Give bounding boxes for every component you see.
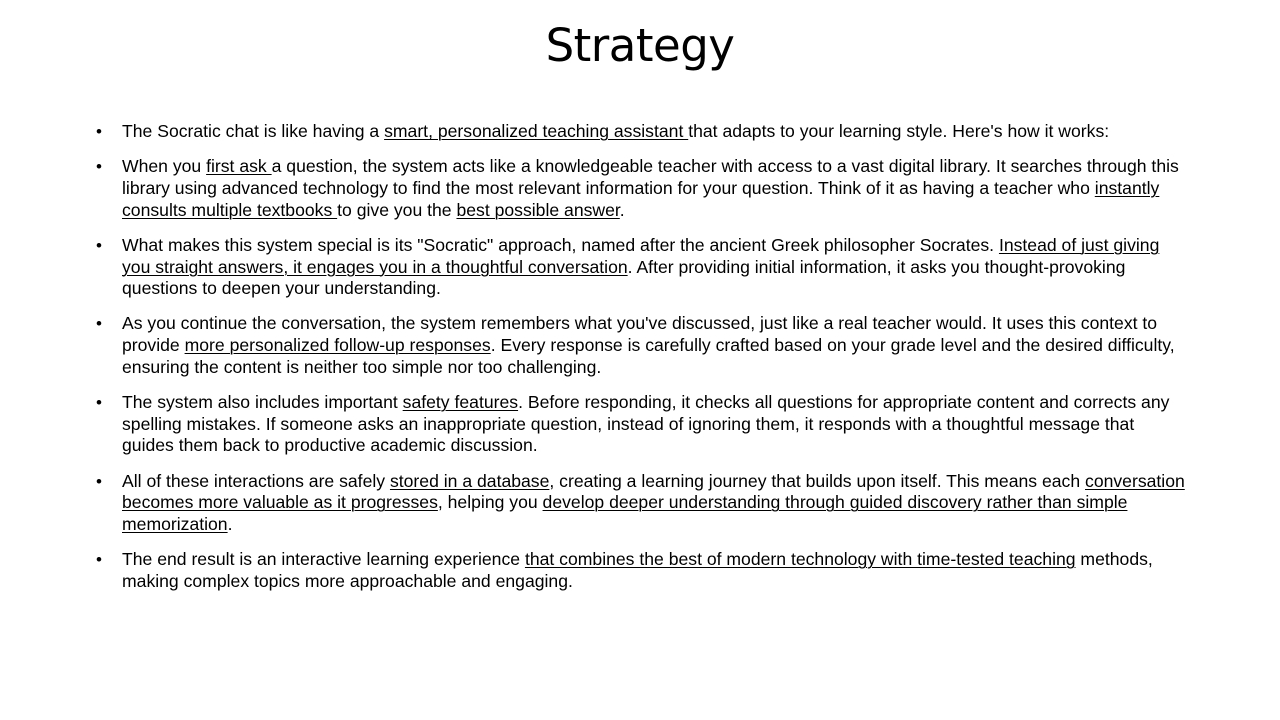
slide-title: Strategy xyxy=(545,19,735,72)
bullet-text xyxy=(122,549,1153,591)
underlined-phrase: best possible answer xyxy=(456,199,620,220)
bullet-marker: • xyxy=(96,122,102,141)
underlined-phrase: safety features xyxy=(402,392,519,413)
text-segment: . xyxy=(227,514,233,535)
bullet-item xyxy=(92,313,1190,378)
text-segment: that adapts to your learning style. Here's how it works: xyxy=(688,121,1110,141)
bullet-text xyxy=(122,313,1175,376)
text-segment: . xyxy=(619,199,625,220)
underlined-phrase: first ask xyxy=(206,156,272,177)
text-segment: , creating a learning journey that builds upon itself. This means each xyxy=(549,470,1086,491)
underlined-phrase: more personalized follow-up responses xyxy=(184,335,491,356)
bullet-item xyxy=(92,549,1190,592)
bullet-text xyxy=(122,156,1179,219)
underlined-phrase: stored in a database xyxy=(389,470,550,491)
text-segment: to give you the xyxy=(337,199,457,220)
bullet-marker: • xyxy=(96,471,102,491)
bullet-list xyxy=(92,121,1190,606)
text-segment: What makes this system special is its "Socratic" approach, named after the ancient Greek philosopher Socrates. xyxy=(122,234,999,255)
underlined-phrase: develop deeper understanding through guided discovery rather than simple memorization xyxy=(122,492,1128,535)
bullet-text xyxy=(122,121,1109,141)
underlined-phrase: instantly consults multiple textbooks xyxy=(122,177,1160,220)
text-segment: . Before responding, it checks all questions for appropriate content and corrects any spelling mistakes. If someone asks an inappropriate question, instead of ignoring them, it responds with a thoughtful message that guides them back to productive academic discussion. xyxy=(122,392,1170,456)
underlined-phrase: Instead of just giving you straight answers, it engages you in a thoughtful conversation xyxy=(122,234,1160,277)
text-segment: As you continue the conversation, the system remembers what you've discussed, just like a real teacher would. It uses this context to provide xyxy=(122,313,1158,356)
bullet-text xyxy=(122,392,1169,455)
bullet-item xyxy=(92,235,1190,300)
underlined-phrase: smart, personalized teaching assistant xyxy=(384,121,689,141)
bullet-item xyxy=(92,121,1190,143)
text-segment: All of these interactions are safely xyxy=(122,470,390,491)
text-segment: a question, the system acts like a knowledgeable teacher with access to a vast digital library. It searches through this library using advanced technology to find the most relevant information for your question. Think of it as having a teacher who xyxy=(122,156,1179,198)
text-segment: The system also includes important xyxy=(122,392,403,413)
bullet-marker: • xyxy=(96,550,102,570)
text-segment: The Socratic chat is like having a xyxy=(122,121,385,141)
text-segment: . Every response is carefully crafted based on your grade level and the desired difficulty, ensuring the content is neither too simple nor too challenging. xyxy=(122,335,1175,377)
text-segment: , helping you xyxy=(437,492,543,513)
bullet-item xyxy=(92,471,1190,536)
bullet-item xyxy=(92,156,1190,221)
bullet-marker: • xyxy=(96,157,102,177)
bullet-marker: • xyxy=(96,235,102,255)
text-segment: methods, making complex topics more approachable and engaging. xyxy=(122,549,1153,591)
bullet-marker: • xyxy=(96,314,102,334)
bullet-text xyxy=(122,235,1159,298)
bullet-text xyxy=(122,471,1185,534)
text-segment: When you xyxy=(122,156,207,177)
underlined-phrase: that combines the best of modern technology with time-tested teaching xyxy=(524,549,1076,570)
text-segment: . After providing initial information, it asks you thought-provoking questions to deepen your understanding. xyxy=(122,256,1126,299)
text-segment: The end result is an interactive learning experience xyxy=(122,549,525,570)
underlined-phrase: conversation becomes more valuable as it progresses xyxy=(122,470,1185,513)
bullet-marker: • xyxy=(96,393,102,413)
bullet-item xyxy=(92,392,1190,457)
